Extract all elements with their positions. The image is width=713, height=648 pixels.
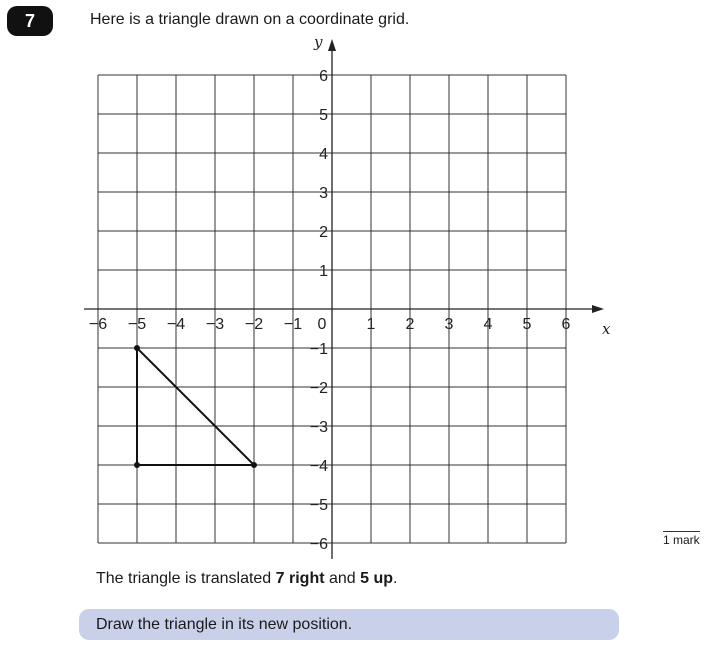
x-tick-label: −1 bbox=[283, 316, 303, 333]
translation-statement bbox=[96, 570, 397, 588]
mark-allocation: 1 mark bbox=[663, 533, 700, 547]
statement-text-2: and bbox=[324, 570, 361, 587]
x-tick-label: −3 bbox=[205, 316, 225, 333]
y-tick-label: −5 bbox=[309, 497, 328, 514]
statement-text-3: . bbox=[393, 570, 398, 587]
y-tick-label: 2 bbox=[319, 224, 328, 241]
y-tick-label: 3 bbox=[319, 185, 328, 202]
y-tick-label: 4 bbox=[319, 146, 328, 163]
x-axis-label: x bbox=[602, 320, 611, 338]
x-tick-label: 2 bbox=[405, 316, 415, 333]
x-tick-label: −4 bbox=[166, 316, 186, 333]
y-tick-label: −4 bbox=[309, 458, 328, 475]
x-tick-label: 6 bbox=[561, 316, 571, 333]
y-tick-label: −2 bbox=[309, 380, 328, 397]
y-axis-arrow bbox=[328, 39, 336, 51]
triangle-shape bbox=[134, 345, 257, 468]
task-instruction-box bbox=[79, 609, 619, 640]
x-tick-label: 3 bbox=[444, 316, 454, 333]
triangle-vertex bbox=[134, 345, 140, 351]
y-tick-label: −1 bbox=[309, 341, 328, 358]
triangle-vertex bbox=[251, 462, 257, 468]
task-instruction: Draw the triangle in its new position. bbox=[96, 616, 353, 633]
statement-bold-up: 5 up bbox=[360, 570, 394, 587]
x-tick-label: 0 bbox=[317, 316, 327, 333]
x-tick-label: −5 bbox=[127, 316, 147, 333]
y-axis-label: y bbox=[314, 33, 323, 51]
statement-bold-right: 7 right bbox=[275, 570, 325, 587]
x-axis-arrow bbox=[592, 305, 604, 313]
y-tick-label: 1 bbox=[319, 263, 328, 280]
x-tick-label: 1 bbox=[366, 316, 376, 333]
x-tick-label: 5 bbox=[522, 316, 532, 333]
y-tick-label: 6 bbox=[319, 68, 328, 85]
question-prompt: Here is a triangle drawn on a coordinate grid. bbox=[90, 11, 410, 28]
triangle-outline bbox=[137, 348, 254, 465]
y-tick-label: 5 bbox=[319, 107, 328, 124]
axes bbox=[84, 33, 611, 559]
y-tick-label: −6 bbox=[309, 536, 328, 553]
question-number: 7 bbox=[24, 10, 35, 31]
statement-text-1: The triangle is translated bbox=[96, 570, 276, 587]
x-tick-label: −2 bbox=[244, 316, 264, 333]
triangle-vertex bbox=[134, 462, 140, 468]
x-tick-label: −6 bbox=[88, 316, 108, 333]
tick-labels bbox=[89, 68, 571, 553]
y-tick-label: −3 bbox=[309, 419, 328, 436]
x-tick-label: 4 bbox=[483, 316, 493, 333]
